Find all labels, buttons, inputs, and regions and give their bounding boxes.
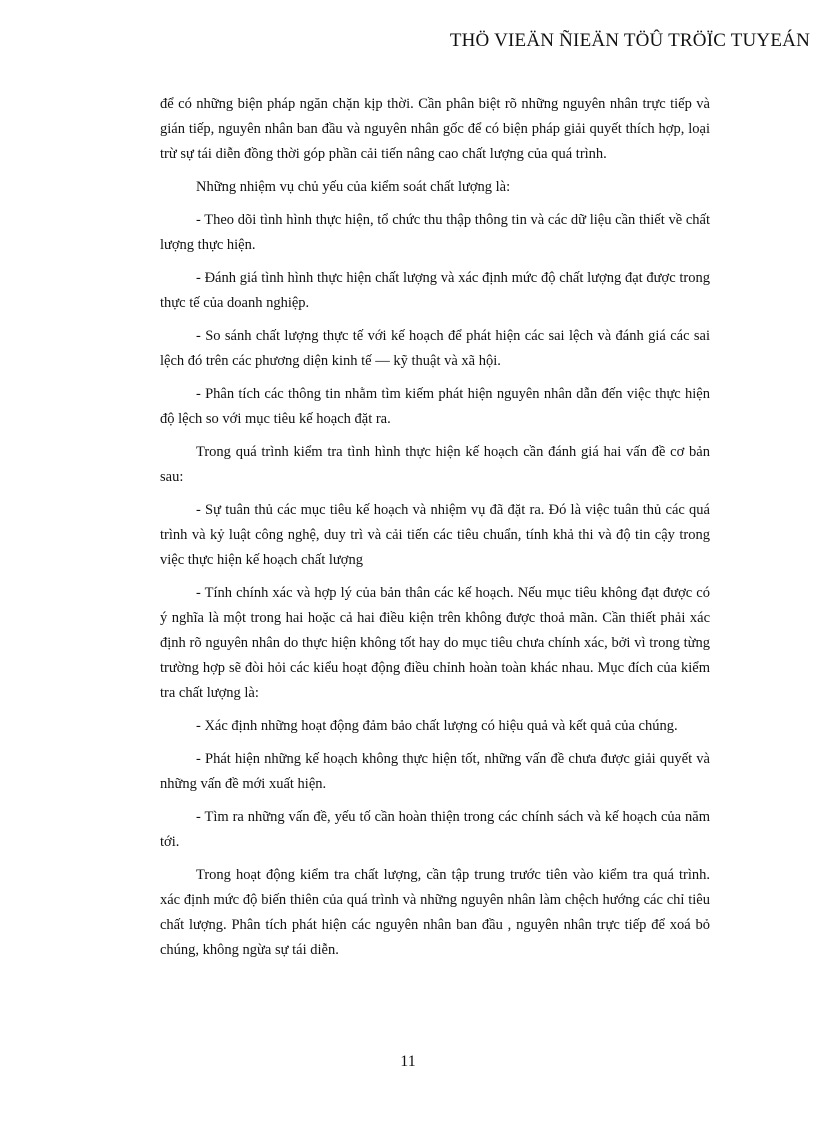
paragraph-purpose-identify: - Xác định những hoạt động đảm bảo chất lượng có hiệu quả và kết quả của chúng. [196,718,678,734]
paragraph-accuracy: - Tính chính xác và hợp lý của bản thân các kế hoạch. Nếu mục tiêu không đạt được có ý nghĩa là một trong hai hoặc cả hai điều kiện trên không được thoả mãn. Cần thiết phải xác định rõ nguyên nhân do thực hiện không tốt hay do mục tiêu chưa chính xác, bởi vì trong từng trường hợp sẽ đòi hỏi các kiểu hoạt động điều chỉnh hoàn toàn khác nhau. Mục đích của kiểm tra chất lượng là: [160,585,710,701]
page-number: 11 [400,1053,416,1070]
paragraph-continuation: để có những biện pháp ngăn chặn kịp thời. Cần phân biệt rõ những nguyên nhân trực tiếp và gián tiếp, nguyên nhân ban đầu và nguyên nhân gốc để có biện pháp giải quyết thích hợp, loại trừ sự tái diễn đồng thời góp phần cải tiến nâng cao chất lượng của quá trình. [160,96,710,162]
paragraph-inspection-intro: Trong quá trình kiểm tra tình hình thực hiện kế hoạch cần đánh giá hai vấn đề cơ bản sau: [160,444,710,485]
paragraph-compliance: - Sự tuân thủ các mục tiêu kế hoạch và nhiệm vụ đã đặt ra. Đó là việc tuân thủ các quá trình và kỷ luật công nghệ, duy trì và cải tiến các tiêu chuẩn, tính khả thi và độ tin cậy trong việc thực hiện kế hoạch chất lượng [160,502,710,568]
paragraph-process-inspection: Trong hoạt động kiểm tra chất lượng, cần tập trung trước tiên vào kiểm tra quá trình. xác định mức độ biến thiên của quá trình và những nguyên nhân làm chệch hướng các chỉ tiêu chất lượng. Phân tích phát hiện các nguyên nhân ban đầu , nguyên nhân trực tiếp để xoá bỏ chúng, không ngừa sự tái diễn. [160,867,710,958]
paragraph-task-monitor: - Theo dõi tình hình thực hiện, tổ chức thu thập thông tin và các dữ liệu cần thiết về chất lượng thực hiện. [160,212,710,253]
running-header: THÖ VIEÄN ÑIEÄN TÖÛ TRÖÏC TUYEÁN [449,30,810,51]
paragraph-task-compare: - So sánh chất lượng thực tế với kế hoạch để phát hiện các sai lệch và đánh giá các sai lệch đó trên các phương diện kinh tế — kỹ thuật và xã hội. [160,328,710,369]
paragraph-task-evaluate: - Đánh giá tình hình thực hiện chất lượng và xác định mức độ chất lượng đạt được trong thực tế của doanh nghiệp. [160,270,710,311]
paragraph-purpose-detect: - Phát hiện những kế hoạch không thực hiện tốt, những vấn đề chưa được giải quyết và những vấn đề mới xuất hiện. [160,751,710,792]
paragraph-purpose-improve: - Tìm ra những vấn đề, yếu tố cần hoàn thiện trong các chính sách và kế hoạch của năm tới. [160,809,710,850]
paragraph-task-analyze: - Phân tích các thông tin nhằm tìm kiếm phát hiện nguyên nhân dẫn đến việc thực hiện độ lệch so với mục tiêu kế hoạch đặt ra. [160,386,710,427]
paragraph-tasks-intro: Những nhiệm vụ chủ yếu của kiểm soát chất lượng là: [196,179,511,195]
page-body [160,92,710,971]
